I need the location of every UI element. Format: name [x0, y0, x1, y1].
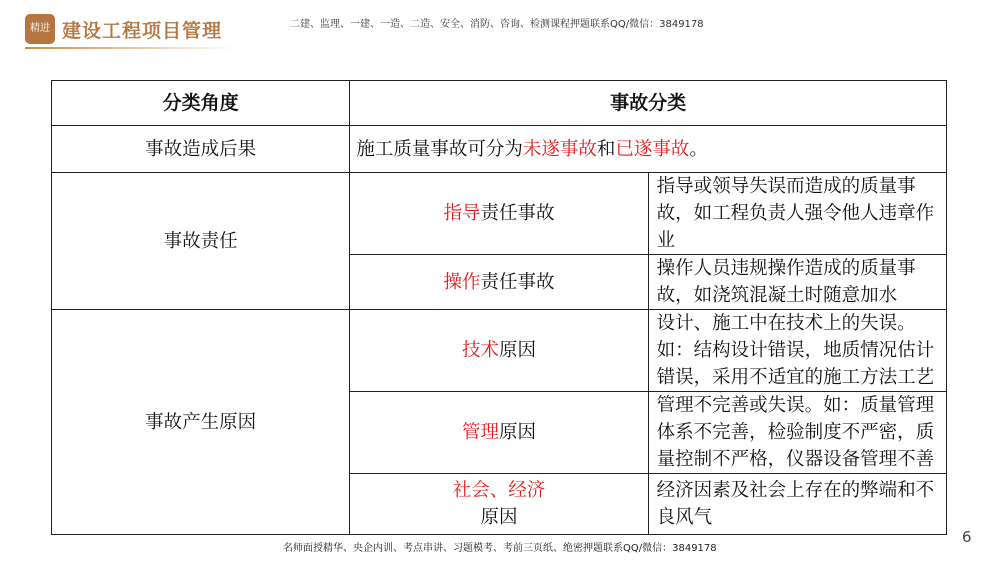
accident-classification-table [51, 80, 947, 535]
brand-logo: 精进 [25, 14, 55, 44]
description-social-economic: 经济因素及社会上存在的弊端和不良风气 [648, 474, 946, 535]
type-highlight: 社会、经济 [452, 480, 546, 501]
description-management: 管理不完善或失误。如：质量管理体系不完善，检验制度不严密，质量控制不严格，仪器设备管理不善 [648, 392, 946, 474]
type-rest: 原因 [480, 507, 518, 528]
page-number: 6 [962, 528, 972, 546]
type-operation [350, 255, 648, 310]
bottom-contact-notice: 名师面授精华、央企内训、考点串讲、习题模考、考前三页纸、绝密押题联系QQ/微信：3849178 [283, 543, 717, 554]
table-header-row [52, 81, 947, 126]
title-underline [25, 47, 235, 49]
type-rest: 责任事故 [480, 271, 555, 293]
category-responsibility: 事故责任 [52, 173, 350, 310]
category-consequence: 事故造成后果 [52, 126, 350, 173]
highlight-accomplished-accident: 已遂事故 [615, 138, 690, 160]
type-technical [350, 310, 648, 392]
top-contact-notice: 二建、监理、一建、一造、二造、安全、消防、咨询、检测课程押题联系QQ/微信：3849178 [290, 19, 704, 30]
type-highlight: 指导 [443, 203, 481, 224]
type-rest: 原因 [498, 422, 536, 443]
consequence-text-after: 。 [689, 138, 708, 160]
type-highlight: 操作 [443, 271, 481, 293]
header-classification: 事故分类 [350, 81, 947, 126]
table-row [52, 310, 947, 392]
category-cause: 事故产生原因 [52, 310, 350, 535]
table-row [52, 173, 947, 255]
description-guidance: 指导或领导失误而造成的质量事故，如工程负责人强令他人违章作业 [648, 173, 946, 255]
consequence-text-before: 施工质量事故可分为 [356, 138, 523, 160]
type-rest: 原因 [498, 340, 536, 361]
description-technical: 设计、施工中在技术上的失误。如：结构设计错误，地质情况估计错误，采用不适宜的施工方法工艺 [648, 310, 946, 392]
type-social-economic [350, 474, 648, 535]
type-rest: 责任事故 [480, 203, 555, 224]
course-title: 建设工程项目管理 [62, 20, 223, 42]
type-highlight: 管理 [461, 422, 499, 443]
header-category: 分类角度 [52, 81, 350, 126]
highlight-unaccomplished-accident: 未遂事故 [522, 138, 597, 160]
description-operation: 操作人员违规操作造成的质量事故，如浇筑混凝土时随意加水 [648, 255, 946, 310]
type-management [350, 392, 648, 474]
consequence-text-mid: 和 [596, 138, 616, 160]
type-guidance [350, 173, 648, 255]
consequence-description [350, 126, 947, 173]
type-highlight: 技术 [461, 340, 499, 361]
table-row [52, 126, 947, 173]
